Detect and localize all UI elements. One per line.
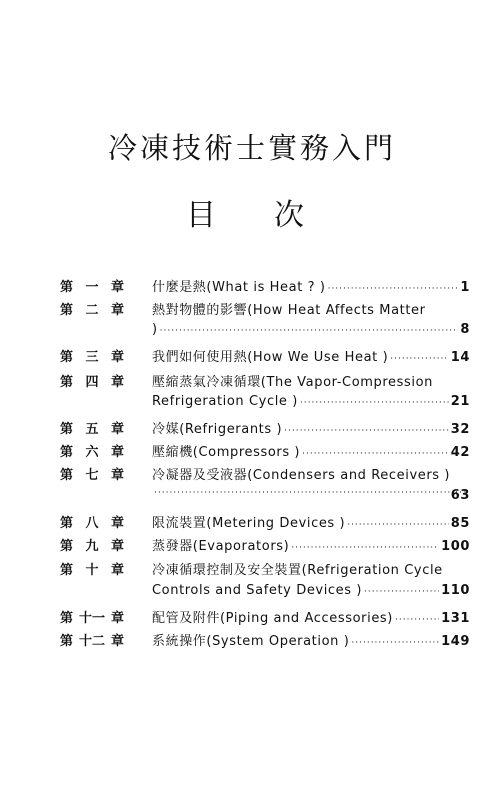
toc-entry-6: [0, 441, 504, 461]
chapter-number: 第 九 章: [60, 539, 124, 554]
book-title: 冷凍技術士實務入門: [107, 131, 396, 165]
page-number: 85: [450, 516, 470, 531]
chapter-number: 第 一 章: [60, 280, 124, 295]
toc-entry-9: [0, 535, 504, 555]
dot-leader: [390, 354, 448, 364]
page-number: 8: [460, 322, 470, 337]
chapter-number: 第 四 章: [60, 375, 124, 390]
toc-entry-4-cont: [0, 394, 504, 414]
chapter-title: 冷凝器及受液器(Condensers and Receivers ): [152, 468, 451, 483]
chapter-title: 配管及附件(Piping and Accessories): [152, 611, 393, 626]
chapter-title: 蒸發器(Evaporators): [152, 539, 290, 554]
chapter-number: 第 十一 章: [60, 611, 124, 626]
page-number: 21: [450, 394, 470, 409]
chapter-title: 冷凍循環控制及安全裝置(Refrigeration Cycle: [152, 563, 443, 578]
chapter-title: 壓縮蒸氣冷凍循環(The Vapor-Compression: [152, 375, 433, 390]
dot-leader: [291, 543, 439, 553]
chapter-title: 熱對物體的影響(How Heat Affects Matter: [152, 303, 426, 318]
chapter-number: 第 二 章: [60, 303, 124, 318]
toc-entry-5: [0, 418, 504, 438]
chapter-number: 第 七 章: [60, 468, 124, 483]
dot-leader: [160, 326, 458, 336]
chapter-number: 第 十二 章: [60, 634, 124, 649]
chapter-title: 我們如何使用熱(How We Use Heat ): [152, 350, 389, 365]
dot-leader: [300, 398, 449, 408]
chapter-number: 第 八 章: [60, 516, 124, 531]
page-number: 100: [441, 539, 470, 554]
toc-entry-11: [0, 607, 504, 627]
chapter-title-cont: Refrigeration Cycle ): [152, 394, 298, 409]
page-number: 149: [441, 634, 470, 649]
toc-entry-7: [0, 464, 504, 484]
chapter-number: 第 十 章: [60, 563, 124, 578]
chapter-title: 限流裝置(Metering Devices ): [152, 516, 346, 531]
dot-leader: [347, 520, 449, 530]
page-number: 1: [460, 280, 470, 295]
dot-leader: [302, 449, 449, 459]
toc-entry-1: [0, 276, 504, 296]
toc-entry-4: [0, 371, 504, 391]
page-number: 14: [450, 350, 470, 365]
chapter-title: 冷媒(Refrigerants ): [152, 422, 283, 437]
dot-leader: [364, 587, 439, 597]
page-number: 63: [450, 488, 470, 503]
dot-leader: [351, 638, 439, 648]
chapter-title: 壓縮機(Compressors ): [152, 445, 301, 460]
contents-heading: 目 次: [186, 198, 318, 233]
toc-entry-3: [0, 346, 504, 366]
chapter-title: 什麼是熱(What is Heat ? ): [152, 280, 326, 295]
dot-leader: [395, 615, 439, 625]
toc-entry-7-page: [0, 488, 504, 508]
toc-entry-2-cont: [0, 322, 504, 342]
page-number: 42: [450, 445, 470, 460]
dot-leader: [328, 284, 458, 294]
chapter-number: 第 六 章: [60, 445, 124, 460]
toc-entry-2: [0, 299, 504, 319]
toc-entry-12: [0, 630, 504, 650]
chapter-number: 第 三 章: [60, 350, 124, 365]
toc-entry-10-cont: [0, 583, 504, 603]
page-number: 131: [441, 611, 470, 626]
chapter-title-cont: Controls and Safety Devices ): [152, 583, 363, 598]
toc-entry-10: [0, 559, 504, 579]
page-number: 32: [450, 422, 470, 437]
chapter-title: 系統操作(System Operation ): [152, 634, 350, 649]
page-number: 110: [441, 583, 470, 598]
dot-leader: [284, 426, 449, 436]
toc-entry-8: [0, 512, 504, 532]
chapter-number: 第 五 章: [60, 422, 124, 437]
chapter-title-cont: ): [152, 322, 158, 337]
